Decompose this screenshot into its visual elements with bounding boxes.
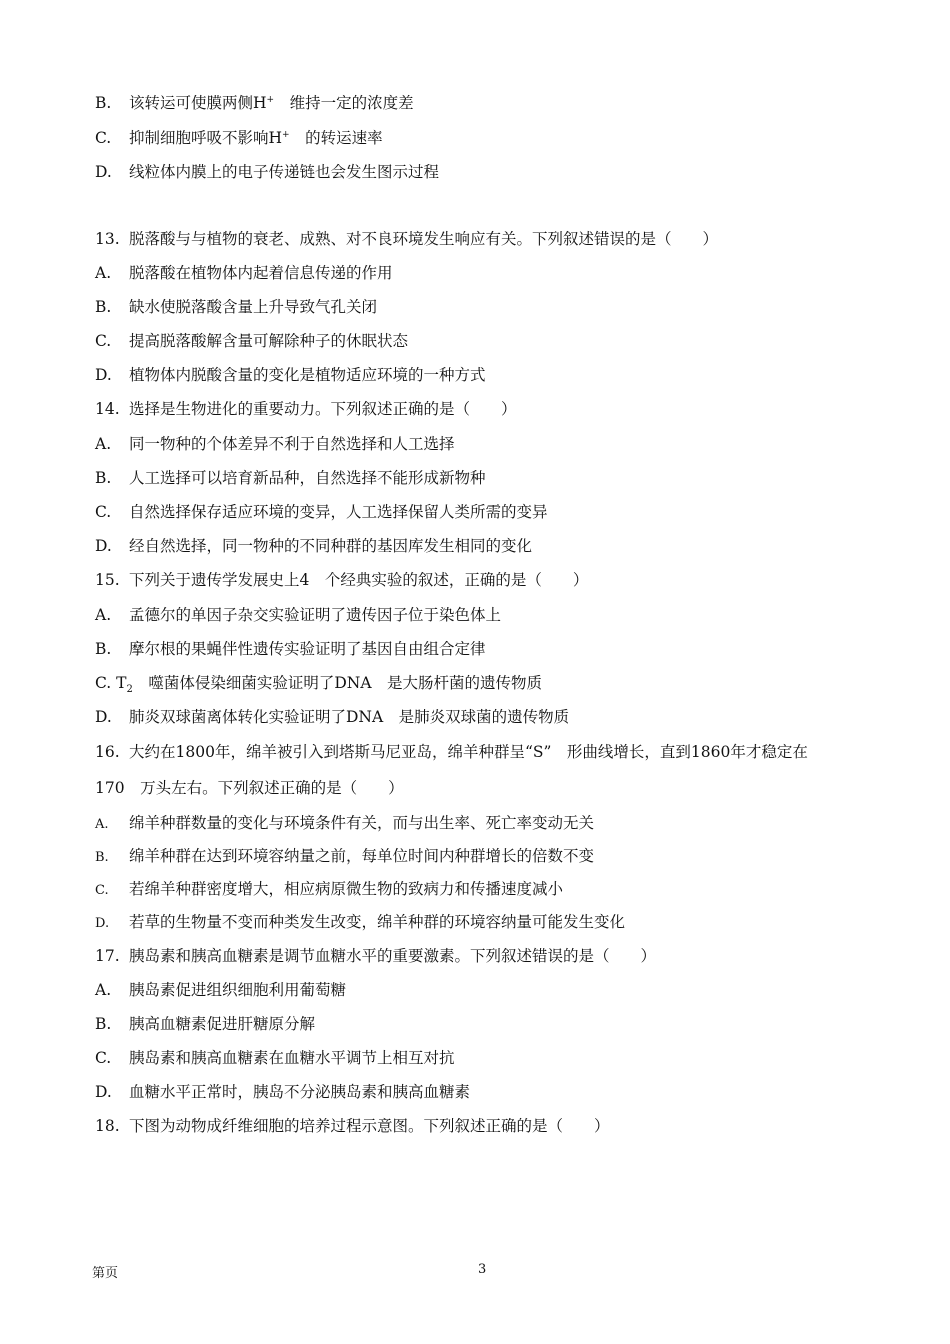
question-number: 17. <box>95 947 120 965</box>
option-text: 若草的生物量不变而种类发生改变，绵羊种群的环境容纳量可能发生变化 <box>129 913 626 931</box>
q13-option-d <box>95 365 486 385</box>
option-label: D. <box>95 708 112 726</box>
question-text-continued: 170 万头左右。下列叙述正确的是（ ） <box>95 779 404 797</box>
question-text: 下图为动物成纤维细胞的培养过程示意图。下列叙述正确的是（ ） <box>129 1117 610 1135</box>
option-text: 血糖水平正常时，胰岛不分泌胰岛素和胰高血糖素 <box>129 1083 471 1101</box>
option-label: B. <box>95 1015 112 1033</box>
option-label: D. <box>95 163 112 181</box>
q15-option-d <box>95 707 569 727</box>
q13-stem <box>95 229 718 249</box>
q14-stem <box>95 399 517 419</box>
question-number: 16. <box>95 743 120 761</box>
q14-option-a <box>95 434 455 454</box>
option-text: 摩尔根的果蝇伴性遗传实验证明了基因自由组合定律 <box>129 640 486 658</box>
footer-page-label: 第页 <box>92 1266 119 1281</box>
q16-stem-line2 <box>95 778 404 798</box>
option-text: 植物体内脱酸含量的变化是植物适应环境的一种方式 <box>129 366 486 384</box>
q16-option-d <box>95 912 625 934</box>
option-label: B. <box>95 94 112 112</box>
q17-option-a <box>95 980 346 1000</box>
option-label: C. <box>95 129 112 147</box>
q12-option-c <box>95 128 383 148</box>
q15-stem <box>95 570 588 590</box>
option-label: D. <box>95 537 112 555</box>
option-text: 同一物种的个体差异不利于自然选择和人工选择 <box>129 435 455 453</box>
option-text: 胰高血糖素促进肝糖原分解 <box>129 1015 316 1033</box>
option-label: C. <box>95 332 112 350</box>
option-text: 线粒体内膜上的电子传递链也会发生图示过程 <box>129 163 440 181</box>
question-number: 13. <box>95 230 120 248</box>
q12-option-d <box>95 162 439 182</box>
option-text-tail: 的转运速率 <box>289 129 383 147</box>
option-label: A. <box>95 264 112 282</box>
option-label: B. <box>95 640 112 658</box>
option-label: B. <box>95 469 112 487</box>
option-label: C. <box>95 503 112 521</box>
option-text-tail: 维持一定的浓度差 <box>274 94 414 112</box>
option-text: 噬菌体侵染细菌实验证明了DNA 是大肠杆菌的遗传物质 <box>132 674 543 692</box>
question-number: 18. <box>95 1117 120 1135</box>
option-label: D. <box>95 916 110 931</box>
option-label: D. <box>95 1083 112 1101</box>
q12-option-b <box>95 93 414 113</box>
q15-option-b <box>95 639 486 659</box>
q15-option-c <box>95 673 543 696</box>
option-text: 经自然选择，同一物种的不同种群的基因库发生相同的变化 <box>129 537 533 555</box>
option-label: A. <box>95 606 112 624</box>
q18-stem <box>95 1116 610 1136</box>
option-text: 胰岛素和胰高血糖素在血糖水平调节上相互对抗 <box>129 1049 455 1067</box>
q13-option-a <box>95 263 393 283</box>
option-text: 抑制细胞呼吸不影响H <box>129 129 283 147</box>
q14-option-c <box>95 502 548 522</box>
option-text: 脱落酸在植物体内起着信息传递的作用 <box>129 264 393 282</box>
option-label: A. <box>95 981 112 999</box>
option-text: 自然选择保存适应环境的变异，人工选择保留人类所需的变异 <box>129 503 548 521</box>
question-number: 15. <box>95 571 120 589</box>
superscript: + <box>282 129 290 140</box>
option-text: 人工选择可以培育新品种，自然选择不能形成新物种 <box>129 469 486 487</box>
subscript: 2 <box>126 684 133 696</box>
q14-option-d <box>95 536 532 556</box>
option-label: D. <box>95 366 112 384</box>
superscript: + <box>266 94 275 105</box>
q17-option-b <box>95 1014 315 1034</box>
option-text: 提高脱落酸解含量可解除种子的休眠状态 <box>129 332 409 350</box>
q16-option-b <box>95 846 594 868</box>
option-text: 肺炎双球菌离体转化实验证明了DNA 是肺炎双球菌的遗传物质 <box>129 708 570 726</box>
q15-option-a <box>95 605 501 625</box>
q16-option-a <box>95 813 594 835</box>
option-label: C. T <box>95 674 127 692</box>
option-label: A. <box>95 817 109 832</box>
option-label: C. <box>95 883 109 898</box>
question-text: 选择是生物进化的重要动力。下列叙述正确的是（ ） <box>129 400 517 418</box>
q16-stem-line1 <box>95 742 808 762</box>
q14-option-b <box>95 468 486 488</box>
q17-option-c <box>95 1048 455 1068</box>
question-number: 14. <box>95 400 120 418</box>
q17-stem <box>95 946 656 966</box>
q13-option-c <box>95 331 408 351</box>
question-text: 大约在1800年，绵羊被引入到塔斯马尼亚岛，绵羊种群呈“S” 形曲线增长，直到1860年才稳定在 <box>129 743 808 761</box>
option-label: B. <box>95 298 112 316</box>
option-text: 胰岛素促进组织细胞利用葡萄糖 <box>129 981 347 999</box>
q16-option-c <box>95 879 563 901</box>
option-text: 缺水使脱落酸含量上升导致气孔关闭 <box>129 298 378 316</box>
q17-option-d <box>95 1082 470 1102</box>
option-label: A. <box>95 435 112 453</box>
option-label: C. <box>95 1049 112 1067</box>
q13-option-b <box>95 297 377 317</box>
question-text: 胰岛素和胰高血糖素是调节血糖水平的重要激素。下列叙述错误的是（ ） <box>129 947 657 965</box>
question-text: 下列关于遗传学发展史上4 个经典实验的叙述，正确的是（ ） <box>129 571 589 589</box>
option-text: 绵羊种群在达到环境容纳量之前，每单位时间内种群增长的倍数不变 <box>129 847 595 865</box>
option-text: 孟德尔的单因子杂交实验证明了遗传因子位于染色体上 <box>129 606 502 624</box>
option-text: 若绵羊种群密度增大，相应病原微生物的致病力和传播速度减小 <box>129 880 564 898</box>
option-text: 该转运可使膜两侧H <box>129 94 267 112</box>
option-label: B. <box>95 850 109 865</box>
question-text: 脱落酸与与植物的衰老、成熟、对不良环境发生响应有关。下列叙述错误的是（ ） <box>129 230 719 248</box>
footer-page-number: 3 <box>478 1262 487 1277</box>
option-text: 绵羊种群数量的变化与环境条件有关，而与出生率、死亡率变动无关 <box>129 814 595 832</box>
